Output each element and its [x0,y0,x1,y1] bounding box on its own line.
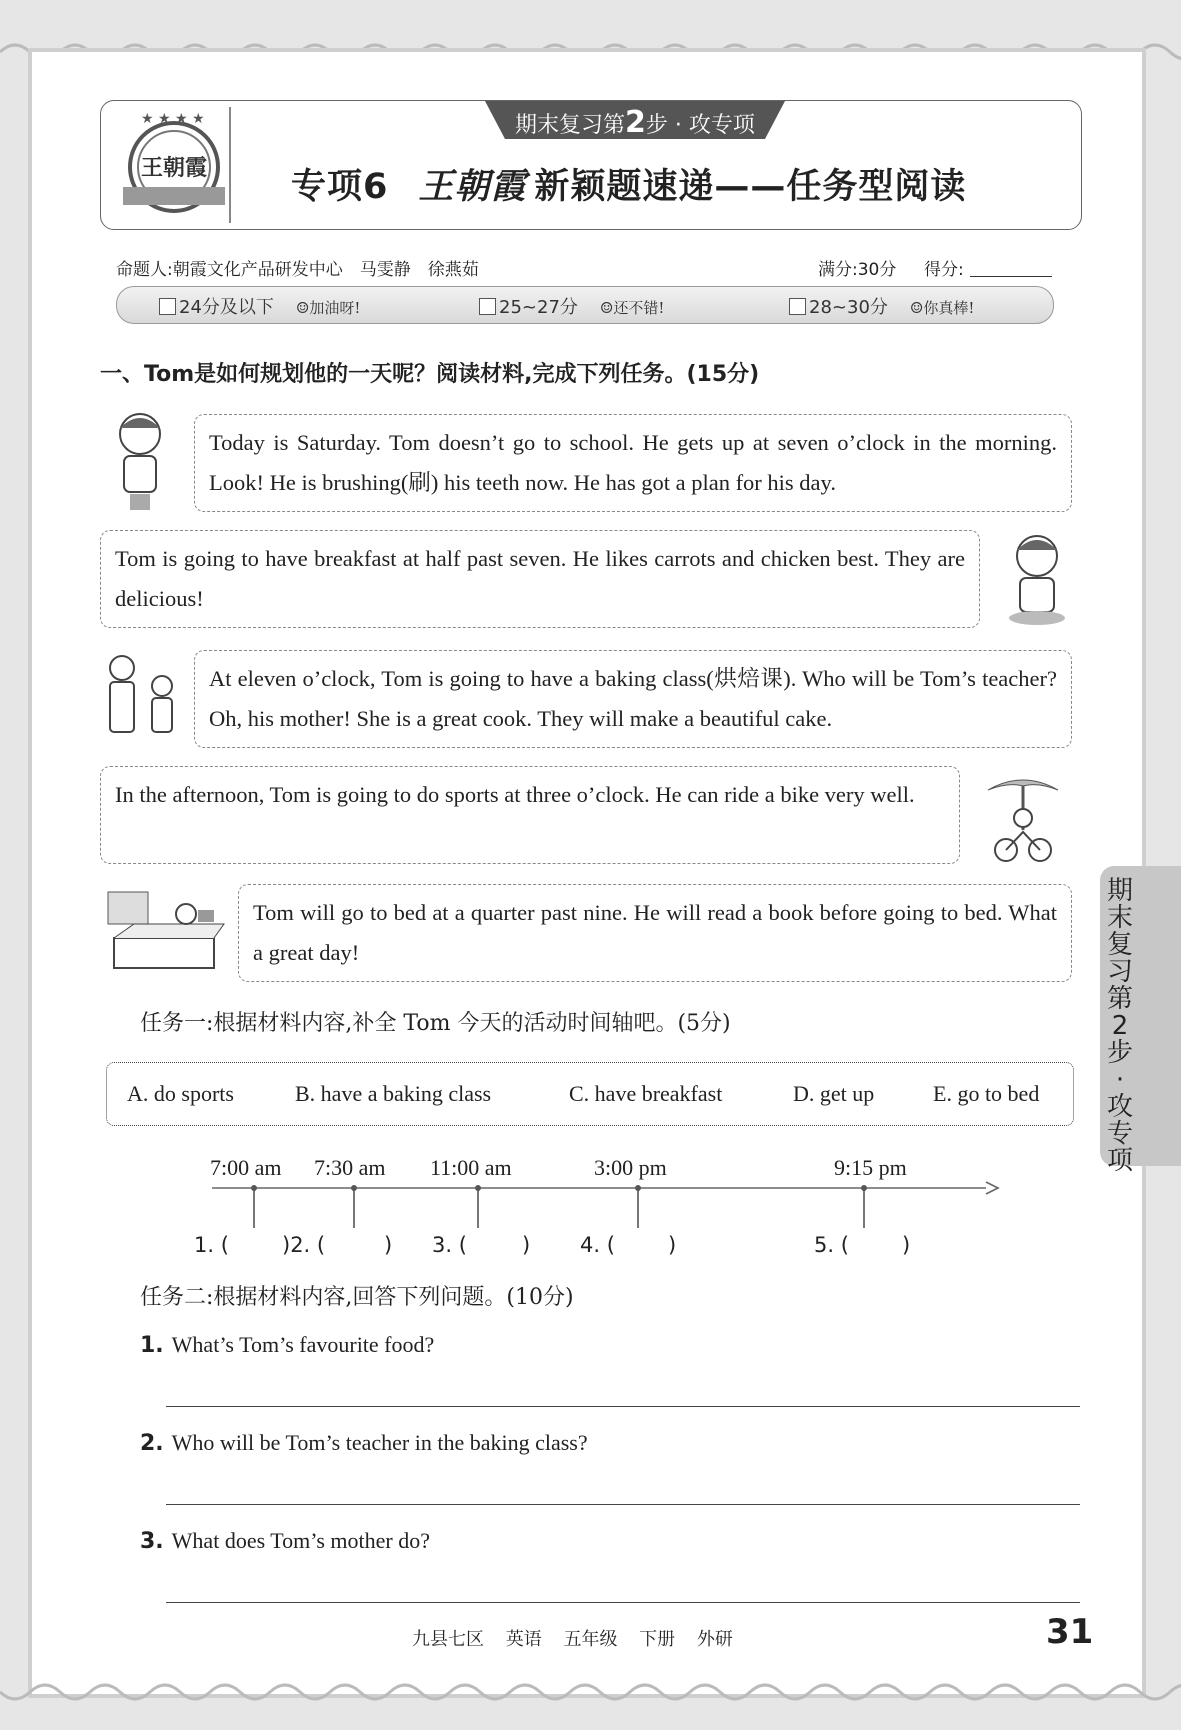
option-d: D. get up [793,1081,875,1106]
option-b: B. have a baking class [295,1081,492,1106]
grade-option-1[interactable]: 24分及以下 ☺加油呀! [159,293,360,319]
answer-line-1[interactable] [166,1406,1080,1407]
answer-blank-2-close: ) [384,1233,393,1257]
option-a: A. do sports [127,1081,234,1106]
answer-blank-2[interactable]: )2. ( [282,1233,326,1257]
score-blank[interactable] [970,276,1052,277]
task2-title: 任务二:根据材料内容,回答下列问题。(10分) [140,1285,574,1310]
options-box [106,1062,1074,1126]
option-c: C. have breakfast [569,1081,723,1106]
full-score: 满分:30分 [818,260,897,280]
answer-blank-4-close: ) [668,1233,677,1257]
step-label: 期末复习第2步 · 攻专项 [515,105,755,140]
time-label: 9:15 pm [834,1155,907,1180]
smiley-icon: ☺ [295,299,310,317]
boy-in-bed-illustration [104,888,230,980]
answer-blank-5-close: ) [902,1233,911,1257]
svg-text:★ ★ ★ ★: ★ ★ ★ ★ [141,111,205,127]
passage-5: Tom will go to bed at a quarter past nine. He will read a book before going to bed. What a great day! [238,884,1072,982]
timeline-axis [200,1176,1000,1232]
title-prefix: 专项6 [291,167,389,207]
title-brand: 王朝霞 [418,166,527,207]
grade-bar [116,286,1054,324]
option-e: E. go to bed [933,1081,1040,1106]
grade-option-3[interactable]: 28~30分 ☺你真棒! [789,293,974,319]
boy-eating-illustration [1002,526,1072,630]
brand-logo [119,109,229,219]
page-title [291,159,966,209]
boy-riding-bike-illustration [978,770,1068,864]
time-label: 3:00 pm [594,1155,667,1180]
question-2: 2. Who will be Tom’s teacher in the baking class? [140,1430,588,1456]
passage-4: In the afternoon, Tom is going to do sports at three o’clock. He can ride a bike very well. [100,766,960,864]
smiley-icon: ☺ [599,299,614,317]
footer-text: 九县七区 英语 五年级 下册 外研 [412,1629,733,1650]
wavy-border-bottom [0,1680,1181,1710]
score-label: 得分: [924,260,964,280]
grade-option-2[interactable]: 25~27分 ☺还不错! [479,293,664,319]
logo-text: 王朝霞 [140,155,208,181]
time-label: 7:00 am [210,1155,282,1180]
section-title: 一、Tom是如何规划他的一天呢？阅读材料,完成下列任务。(15分) [100,362,760,387]
answer-blank-5[interactable]: 5. ( [814,1233,849,1257]
header-box [100,100,1082,230]
title-main: 新颖题速递——任务型阅读 [534,167,967,207]
task1-title: 任务一:根据材料内容,补全 Tom 今天的活动时间轴吧。(5分) [140,1011,731,1036]
question-1: 1. What’s Tom’s favourite food? [140,1332,435,1358]
checkbox[interactable] [789,298,806,315]
answer-blank-3[interactable]: 3. ( [432,1233,467,1257]
mother-and-boy-illustration [100,652,184,740]
author-line: 命题人:朝霞文化产品研发中心 马雯静 徐燕茹 [116,260,479,280]
answer-line-3[interactable] [166,1602,1080,1603]
checkbox[interactable] [159,298,176,315]
smiley-icon: ☺ [909,299,924,317]
boy-brushing-teeth-illustration [104,406,176,514]
time-label: 7:30 am [314,1155,386,1180]
question-3: 3. What does Tom’s mother do? [140,1528,431,1554]
header-divider [229,107,231,223]
answer-blank-4[interactable]: 4. ( [580,1233,615,1257]
passage-3: At eleven o’clock, Tom is going to have a baking class(烘焙课). Who will be Tom’s teacher? Oh, his mother! She is a great cook. They will make a beautiful cake. [194,650,1072,748]
page-number: 31 [1046,1612,1094,1652]
answer-line-2[interactable] [166,1504,1080,1505]
time-label: 11:00 am [430,1155,512,1180]
side-tab-text: 期末复习第2步·攻专项 [1106,876,1133,1176]
checkbox[interactable] [479,298,496,315]
answer-blank-1[interactable]: 1. ( [194,1233,229,1257]
passage-1: Today is Saturday. Tom doesn’t go to school. He gets up at seven o’clock in the morning. Look! He is brushing(刷) his teeth now. He has got a plan for his day. [194,414,1072,512]
answer-blank-3-close: ) [522,1233,531,1257]
passage-2: Tom is going to have breakfast at half past seven. He likes carrots and chicken best. They are delicious! [100,530,980,628]
